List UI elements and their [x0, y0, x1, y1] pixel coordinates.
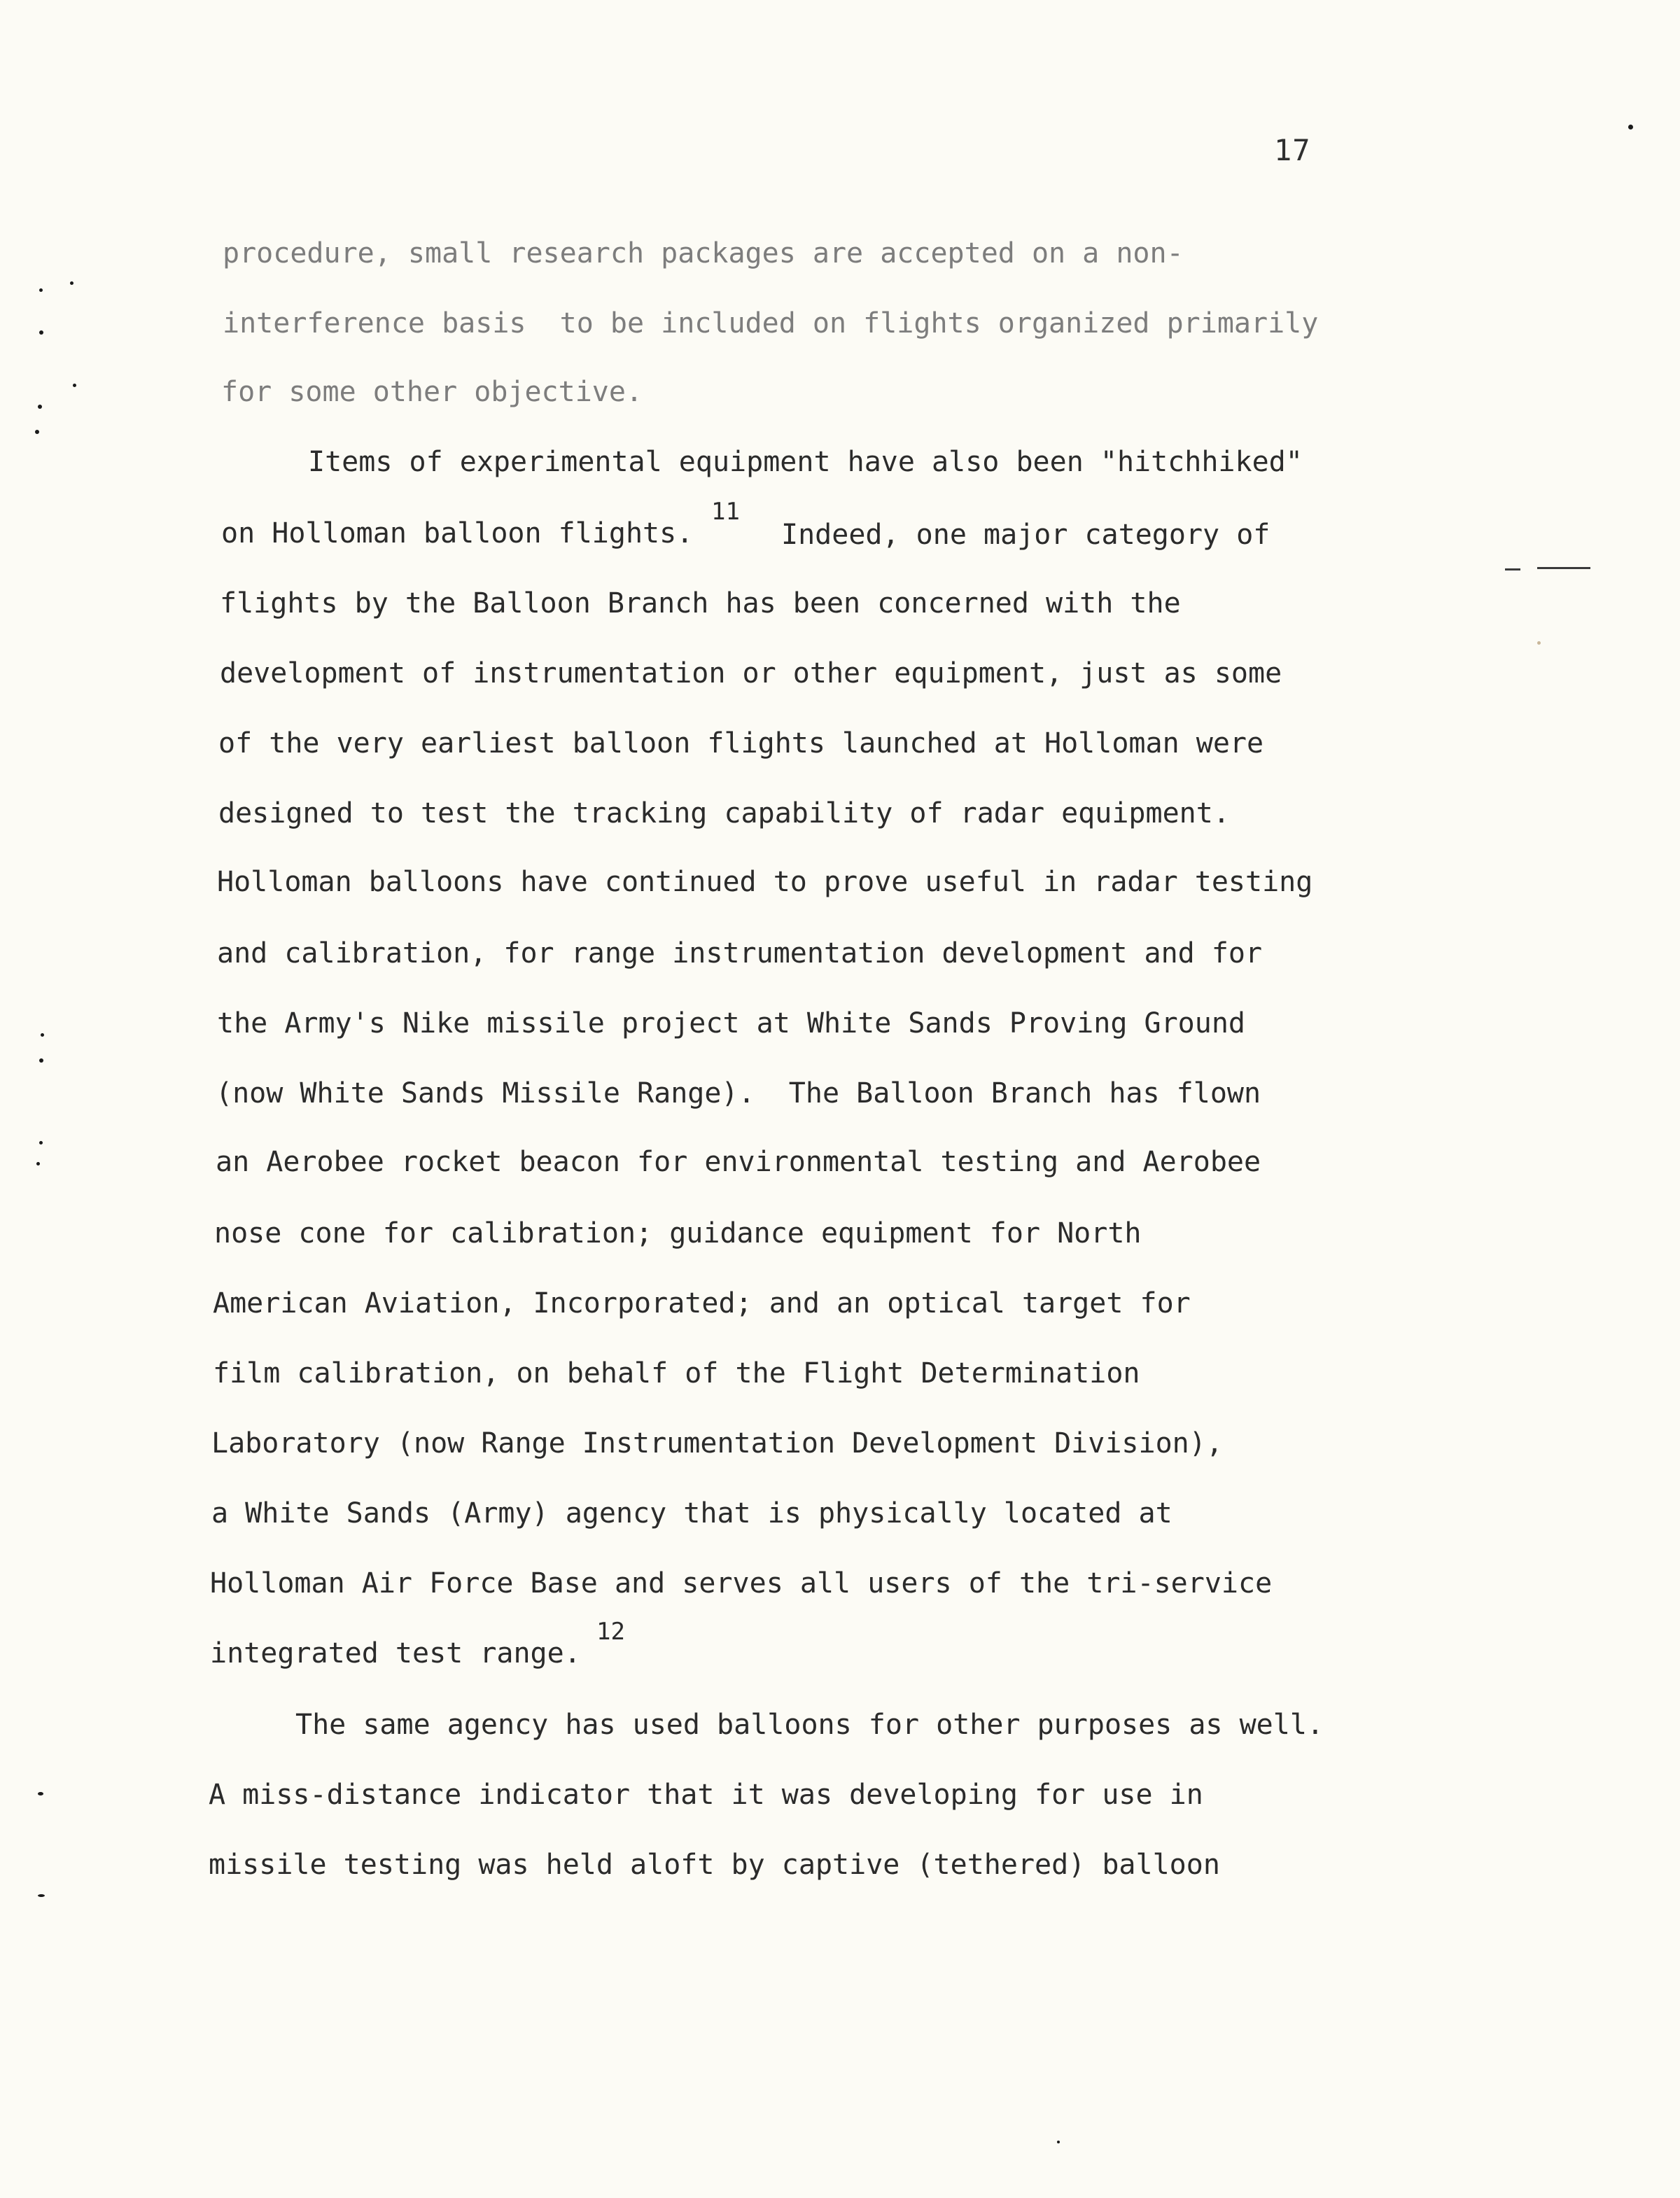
- footnote-reference: 11: [711, 498, 740, 526]
- page-number: 17: [1274, 133, 1311, 167]
- scan-speck: [1057, 2141, 1060, 2143]
- text-line: American Aviation, Incorporated; and an optical target for: [213, 1287, 1191, 1320]
- scan-speck: [38, 1792, 43, 1795]
- scan-speck: [36, 1162, 40, 1166]
- text-line: designed to test the tracking capability of radar equipment.: [218, 797, 1230, 830]
- text-line: missile testing was held aloft by captive (tethered) balloon: [209, 1849, 1220, 1881]
- text-line: The same agency has used balloons for other purposes as well.: [295, 1709, 1324, 1741]
- scan-speck: [70, 281, 74, 285]
- text-line: nose cone for calibration; guidance equipment for North: [214, 1217, 1142, 1250]
- text-line: Items of experimental equipment have also been "hitchhiked": [308, 446, 1303, 478]
- scan-speck: [39, 288, 43, 292]
- text-line: of the very earliest balloon flights launched at Holloman were: [218, 727, 1264, 760]
- scan-speck: [1628, 125, 1633, 130]
- text-line: flights by the Balloon Branch has been concerned with the: [220, 587, 1181, 620]
- text-line: an Aerobee rocket beacon for environmental testing and Aerobee: [216, 1146, 1261, 1178]
- scan-speck: [41, 1033, 44, 1037]
- text-line: development of instrumentation or other equipment, just as some: [220, 657, 1282, 690]
- scan-speck: [35, 430, 39, 434]
- scan-speck: [1537, 641, 1541, 645]
- scan-mark: [1505, 568, 1520, 570]
- text-line: a White Sands (Army) agency that is physically located at: [211, 1497, 1172, 1530]
- text-line: and calibration, for range instrumentation development and for: [217, 937, 1263, 969]
- scan-speck: [39, 1058, 43, 1063]
- text-line: film calibration, on behalf of the Flight Determination: [213, 1357, 1140, 1390]
- scan-speck: [38, 405, 42, 409]
- scan-speck: [38, 1894, 45, 1897]
- scan-speck: [73, 384, 76, 387]
- text-line: interference basis to be included on flights organized primarily: [223, 307, 1319, 340]
- text-line: Laboratory (now Range Instrumentation Development Division),: [211, 1427, 1223, 1460]
- text-line: Holloman balloons have continued to prove useful in radar testing: [217, 866, 1313, 898]
- text-line: (now White Sands Missile Range). The Balloon Branch has flown: [216, 1077, 1261, 1110]
- text-line: Indeed, one major category of: [781, 519, 1270, 551]
- text-line: Holloman Air Force Base and serves all users of the tri-service: [210, 1567, 1273, 1600]
- text-line: integrated test range.: [210, 1637, 581, 1670]
- text-line: the Army's Nike missile project at White Sands Proving Ground: [217, 1007, 1246, 1040]
- text-line: A miss-distance indicator that it was developing for use in: [209, 1779, 1203, 1811]
- text-line: for some other objective.: [221, 376, 643, 408]
- text-line: procedure, small research packages are accepted on a non-: [223, 237, 1184, 270]
- scan-speck: [39, 330, 43, 335]
- text-line: on Holloman balloon flights.: [221, 517, 694, 550]
- footnote-reference: 12: [596, 1618, 625, 1646]
- scan-speck: [39, 1141, 43, 1144]
- scan-mark: [1537, 567, 1590, 569]
